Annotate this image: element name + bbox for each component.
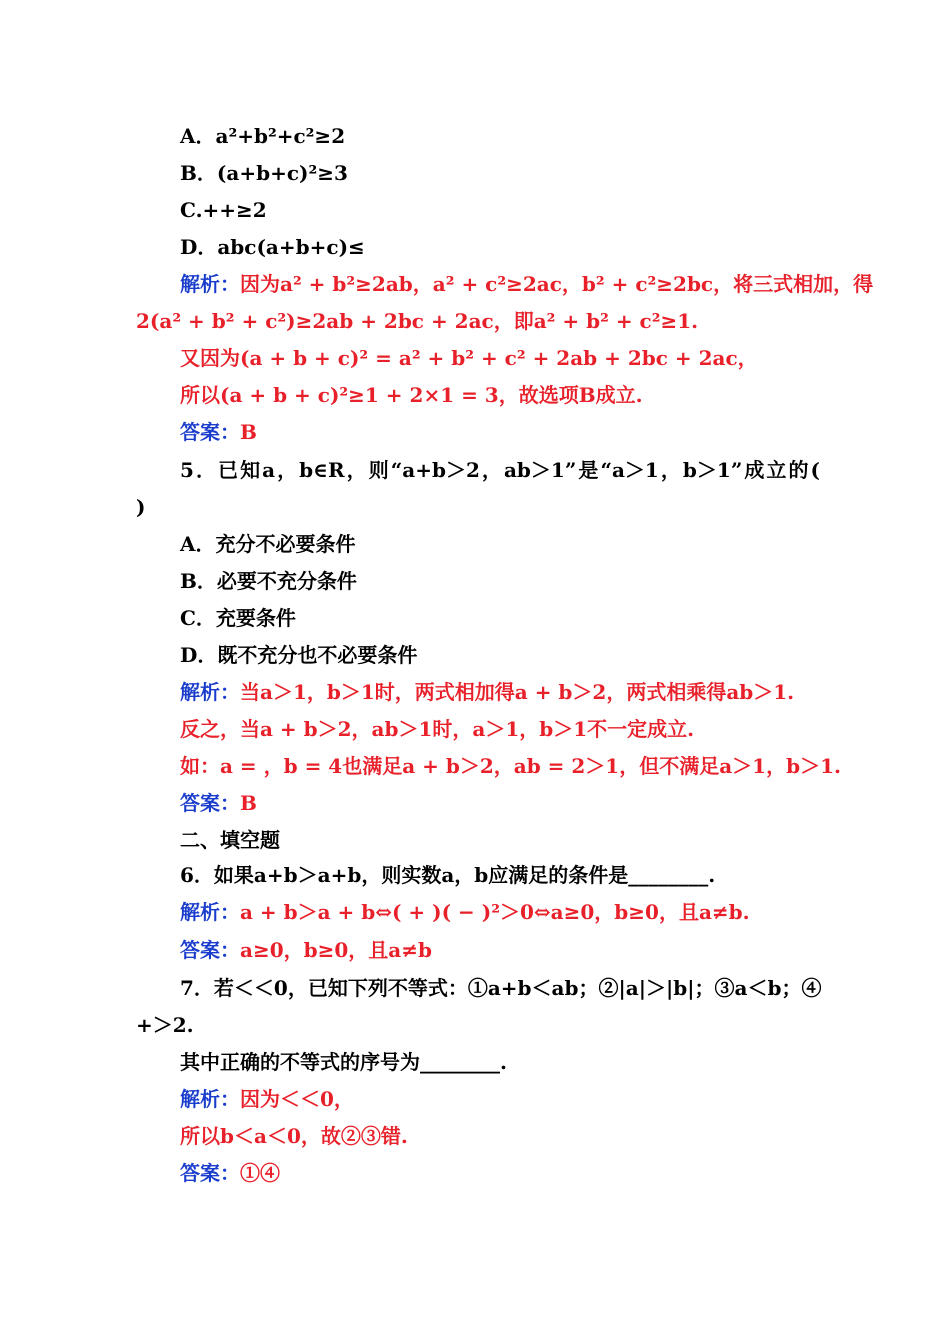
q4-answer-line <box>180 414 820 451</box>
q4-analysis-line-1 <box>180 266 874 303</box>
q4-analysis-text-1: 因为a² + b²≥2ab，a² + c²≥2ac，b² + c²≥2bc，将三式相加，得 <box>240 272 874 296</box>
q4-option-d: D．abc(a+b+c)≤ <box>180 235 365 259</box>
q4-answer: B <box>240 420 257 444</box>
q5-analysis-line-3: 如：a = ，b = 4也满足a + b＞2，ab = 2＞1，但不满足a＞1，b＞1. <box>180 754 841 778</box>
q7-stem-line-3: 其中正确的不等式的序号为________. <box>180 1050 507 1074</box>
q5-option-a: A．充分不必要条件 <box>180 532 356 556</box>
q7-answer-line <box>180 1155 820 1192</box>
q7-answer-label: 答案： <box>180 1161 240 1185</box>
q5-option-b: B．必要不充分条件 <box>180 569 357 593</box>
q7-analysis-text-1: 因为＜＜0， <box>240 1087 354 1111</box>
q6-answer-label: 答案： <box>180 938 240 962</box>
q5-option-d: D．既不充分也不必要条件 <box>180 643 418 667</box>
q7-analysis-label: 解析： <box>180 1087 240 1111</box>
q7-answer: ①④ <box>240 1161 280 1185</box>
q4-answer-label: 答案： <box>180 420 240 444</box>
q5-answer: B <box>240 791 257 815</box>
q5-analysis-line-1 <box>180 674 820 711</box>
q5-option-c: C．充要条件 <box>180 606 296 630</box>
q5-answer-label: 答案： <box>180 791 240 815</box>
q7-stem-line-2: +＞2. <box>136 1013 194 1037</box>
q4-option-b: B．(a+b+c)²≥3 <box>180 161 348 185</box>
q4-analysis-line-3: 又因为(a + b + c)² = a² + b² + c² + 2ab + 2bc + 2ac， <box>180 346 758 370</box>
q5-analysis-line-2: 反之，当a + b＞2，ab＞1时，a＞1，b＞1不一定成立. <box>180 717 695 741</box>
q4-option-a: A．a²+b²+c²≥2 <box>180 124 346 148</box>
q4-analysis-line-4: 所以(a + b + c)²≥1 + 2×1 = 3，故选项B成立. <box>180 383 643 407</box>
q6-stem: 6．如果a+b＞a+b，则实数a，b应满足的条件是________. <box>180 863 716 887</box>
q6-answer-line <box>180 932 820 969</box>
q4-option-c: C.++≥2 <box>180 198 267 222</box>
q5-analysis-label: 解析： <box>180 680 240 704</box>
q5-stem-line-1: 5．已知a，b∈R，则“a+b＞2，ab＞1”是“a＞1，b＞1”成立的( <box>180 458 820 482</box>
q7-analysis-line-1 <box>180 1081 820 1118</box>
q7-stem-line-1: 7．若＜＜0，已知下列不等式：①a+b＜ab；②|a|＞|b|；③a＜b；④ <box>180 976 822 1000</box>
q7-analysis-line-2: 所以b＜a＜0，故②③错. <box>180 1124 408 1148</box>
q6-answer: a≥0，b≥0，且a≠b <box>240 938 432 962</box>
q5-analysis-text-1: 当a＞1，b＞1时，两式相加得a + b＞2，两式相乘得ab＞1. <box>240 680 795 704</box>
q4-analysis-line-2: 2(a² + b² + c²)≥2ab + 2bc + 2ac，即a² + b² + c²≥1. <box>136 309 699 333</box>
q6-analysis-label: 解析： <box>180 900 240 924</box>
q5-answer-line <box>180 785 820 822</box>
section-title: 二、填空题 <box>180 828 280 852</box>
q5-stem-line-2: ) <box>136 495 146 519</box>
q6-analysis-text: a + b＞a + b⇔( + )( − )²＞0⇔a≥0，b≥0，且a≠b. <box>240 900 750 924</box>
q6-analysis-line <box>180 894 820 931</box>
q4-analysis-label: 解析： <box>180 272 240 296</box>
